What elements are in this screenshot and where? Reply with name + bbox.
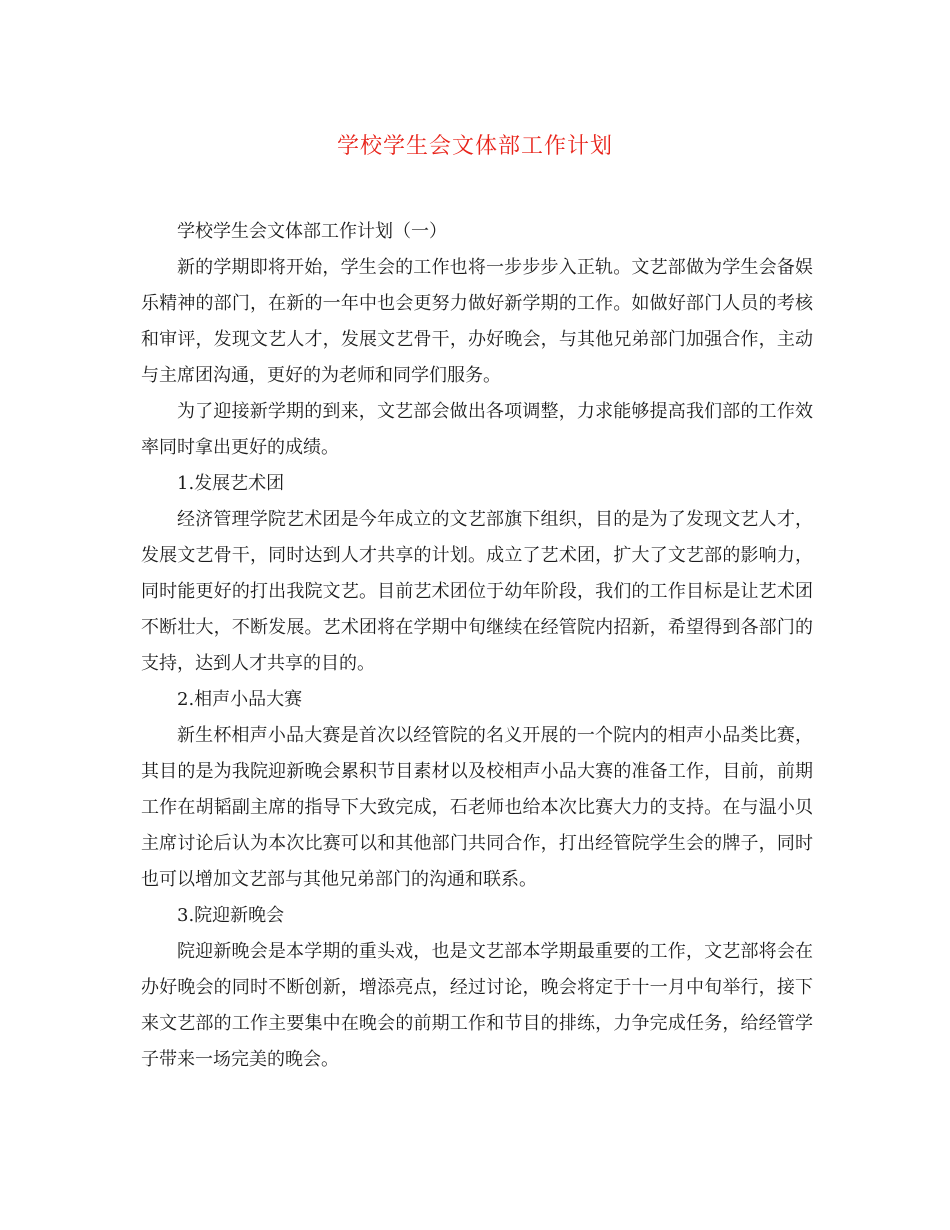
section-text-art-troupe: 经济管理学院艺术团是今年成立的文艺部旗下组织，目的是为了发现文艺人才，发展文艺骨干，同时达到人才共享的计划。成立了艺术团，扩大了文艺部的影响力，同时能更好的打出我院文艺。目前艺术团位于幼年阶段，我们的工作目标是让艺术团不断壮大，不断发展。艺术团将在学期中旬继续在经管院内招新，希望得到各部门的支持，达到人才共享的目的。 — [141, 509, 813, 674]
section-heading-art-troupe: 1.发展艺术团 — [177, 473, 285, 494]
document-subtitle: 学校学生会文体部工作计划（一） — [177, 221, 447, 242]
section-text-welcome-gala: 院迎新晚会是本学期的重头戏，也是文艺部本学期最重要的工作，文艺部将会在办好晚会的同时不断创新，增添亮点，经过讨论，晚会将定于十一月中旬举行，接下来文艺部的工作主要集中在晚会的前期工作和节目的排练，力争完成任务，给经管学子带来一场完美的晚会。 — [141, 941, 813, 1070]
intro-paragraph-2: 为了迎接新学期的到来，文艺部会做出各项调整，力求能够提高我们部的工作效率同时拿出更好的成绩。 — [141, 401, 813, 458]
section-heading-comedy-contest: 2.相声小品大赛 — [177, 689, 303, 710]
document-title: 学校学生会文体部工作计划 — [336, 134, 613, 159]
intro-paragraph-1: 新的学期即将开始，学生会的工作也将一步步步入正轨。文艺部做为学生会备娱乐精神的部门，在新的一年中也会更努力做好新学期的工作。如做好部门人员的考核和审评，发现文艺人才，发展文艺骨干，办好晚会，与其他兄弟部门加强合作，主动与主席团沟通，更好的为老师和同学们服务。 — [141, 257, 813, 386]
section-text-comedy-contest: 新生杯相声小品大赛是首次以经管院的名义开展的一个院内的相声小品类比赛，其目的是为我院迎新晚会累积节目素材以及校相声小品大赛的准备工作，目前，前期工作在胡韬副主席的指导下大致完成，石老师也给本次比赛大力的支持。在与温小贝主席讨论后认为本次比赛可以和其他部门共同合作，打出经管院学生会的牌子，同时也可以增加文艺部与其他兄弟部门的沟通和联系。 — [141, 725, 813, 890]
section-heading-welcome-gala: 3.院迎新晚会 — [177, 905, 285, 926]
document-body — [141, 214, 813, 1078]
